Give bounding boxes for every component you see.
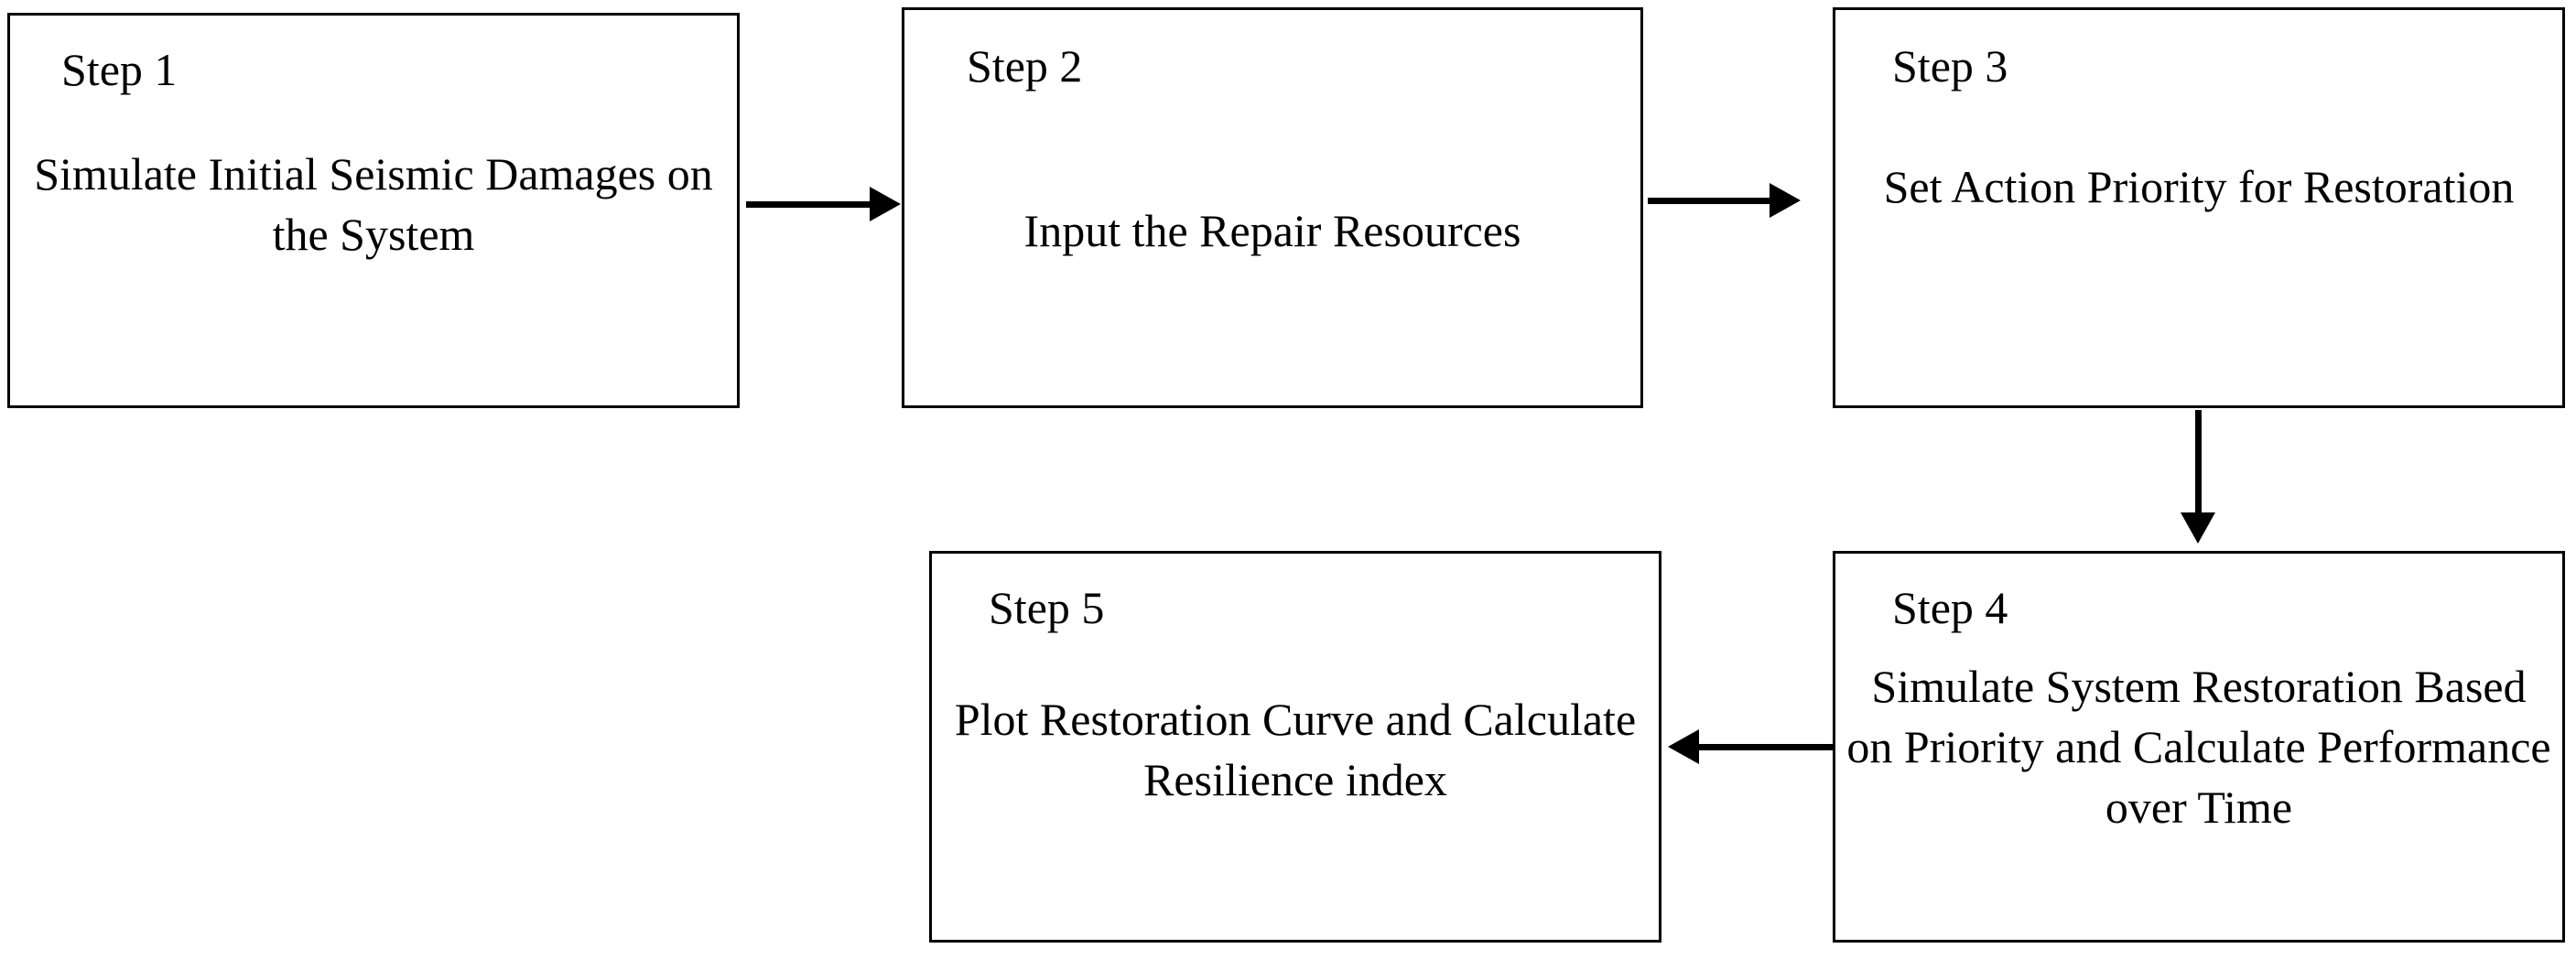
- arrow-head-down-icon: [2181, 512, 2215, 544]
- step2-label: Step 2: [967, 40, 1083, 92]
- flowchart-node-step3: [1833, 7, 2565, 408]
- step1-label: Step 1: [61, 44, 178, 95]
- arrow-head-right-icon: [1770, 183, 1801, 218]
- arrow-head-right-icon: [870, 187, 901, 221]
- step3-label: Step 3: [1892, 40, 2008, 92]
- step3-text: Set Action Priority for Restoration: [1883, 161, 2515, 212]
- step2-text: Input the Repair Resources: [1023, 205, 1521, 256]
- flowchart-node-step1: [7, 13, 740, 408]
- step4-label: Step 4: [1892, 582, 2008, 633]
- arrow-line: [1648, 198, 1770, 204]
- flowchart-node-step2: [902, 7, 1643, 408]
- step1-text: Simulate Initial Seismic Damages on the System: [34, 148, 713, 260]
- step5-label: Step 5: [989, 582, 1105, 633]
- step5-text: Plot Restoration Curve and Calculate Resilience index: [954, 694, 1637, 805]
- arrow-head-left-icon: [1668, 729, 1699, 764]
- flowchart-node-step4: [1833, 551, 2565, 943]
- arrow-line: [746, 201, 871, 208]
- arrow-line: [2195, 410, 2202, 516]
- step4-text: Simulate System Restoration Based on Priority and Calculate Performance over Time: [1846, 661, 2551, 833]
- flowchart-node-step5: [929, 551, 1661, 943]
- arrow-line: [1698, 744, 1834, 750]
